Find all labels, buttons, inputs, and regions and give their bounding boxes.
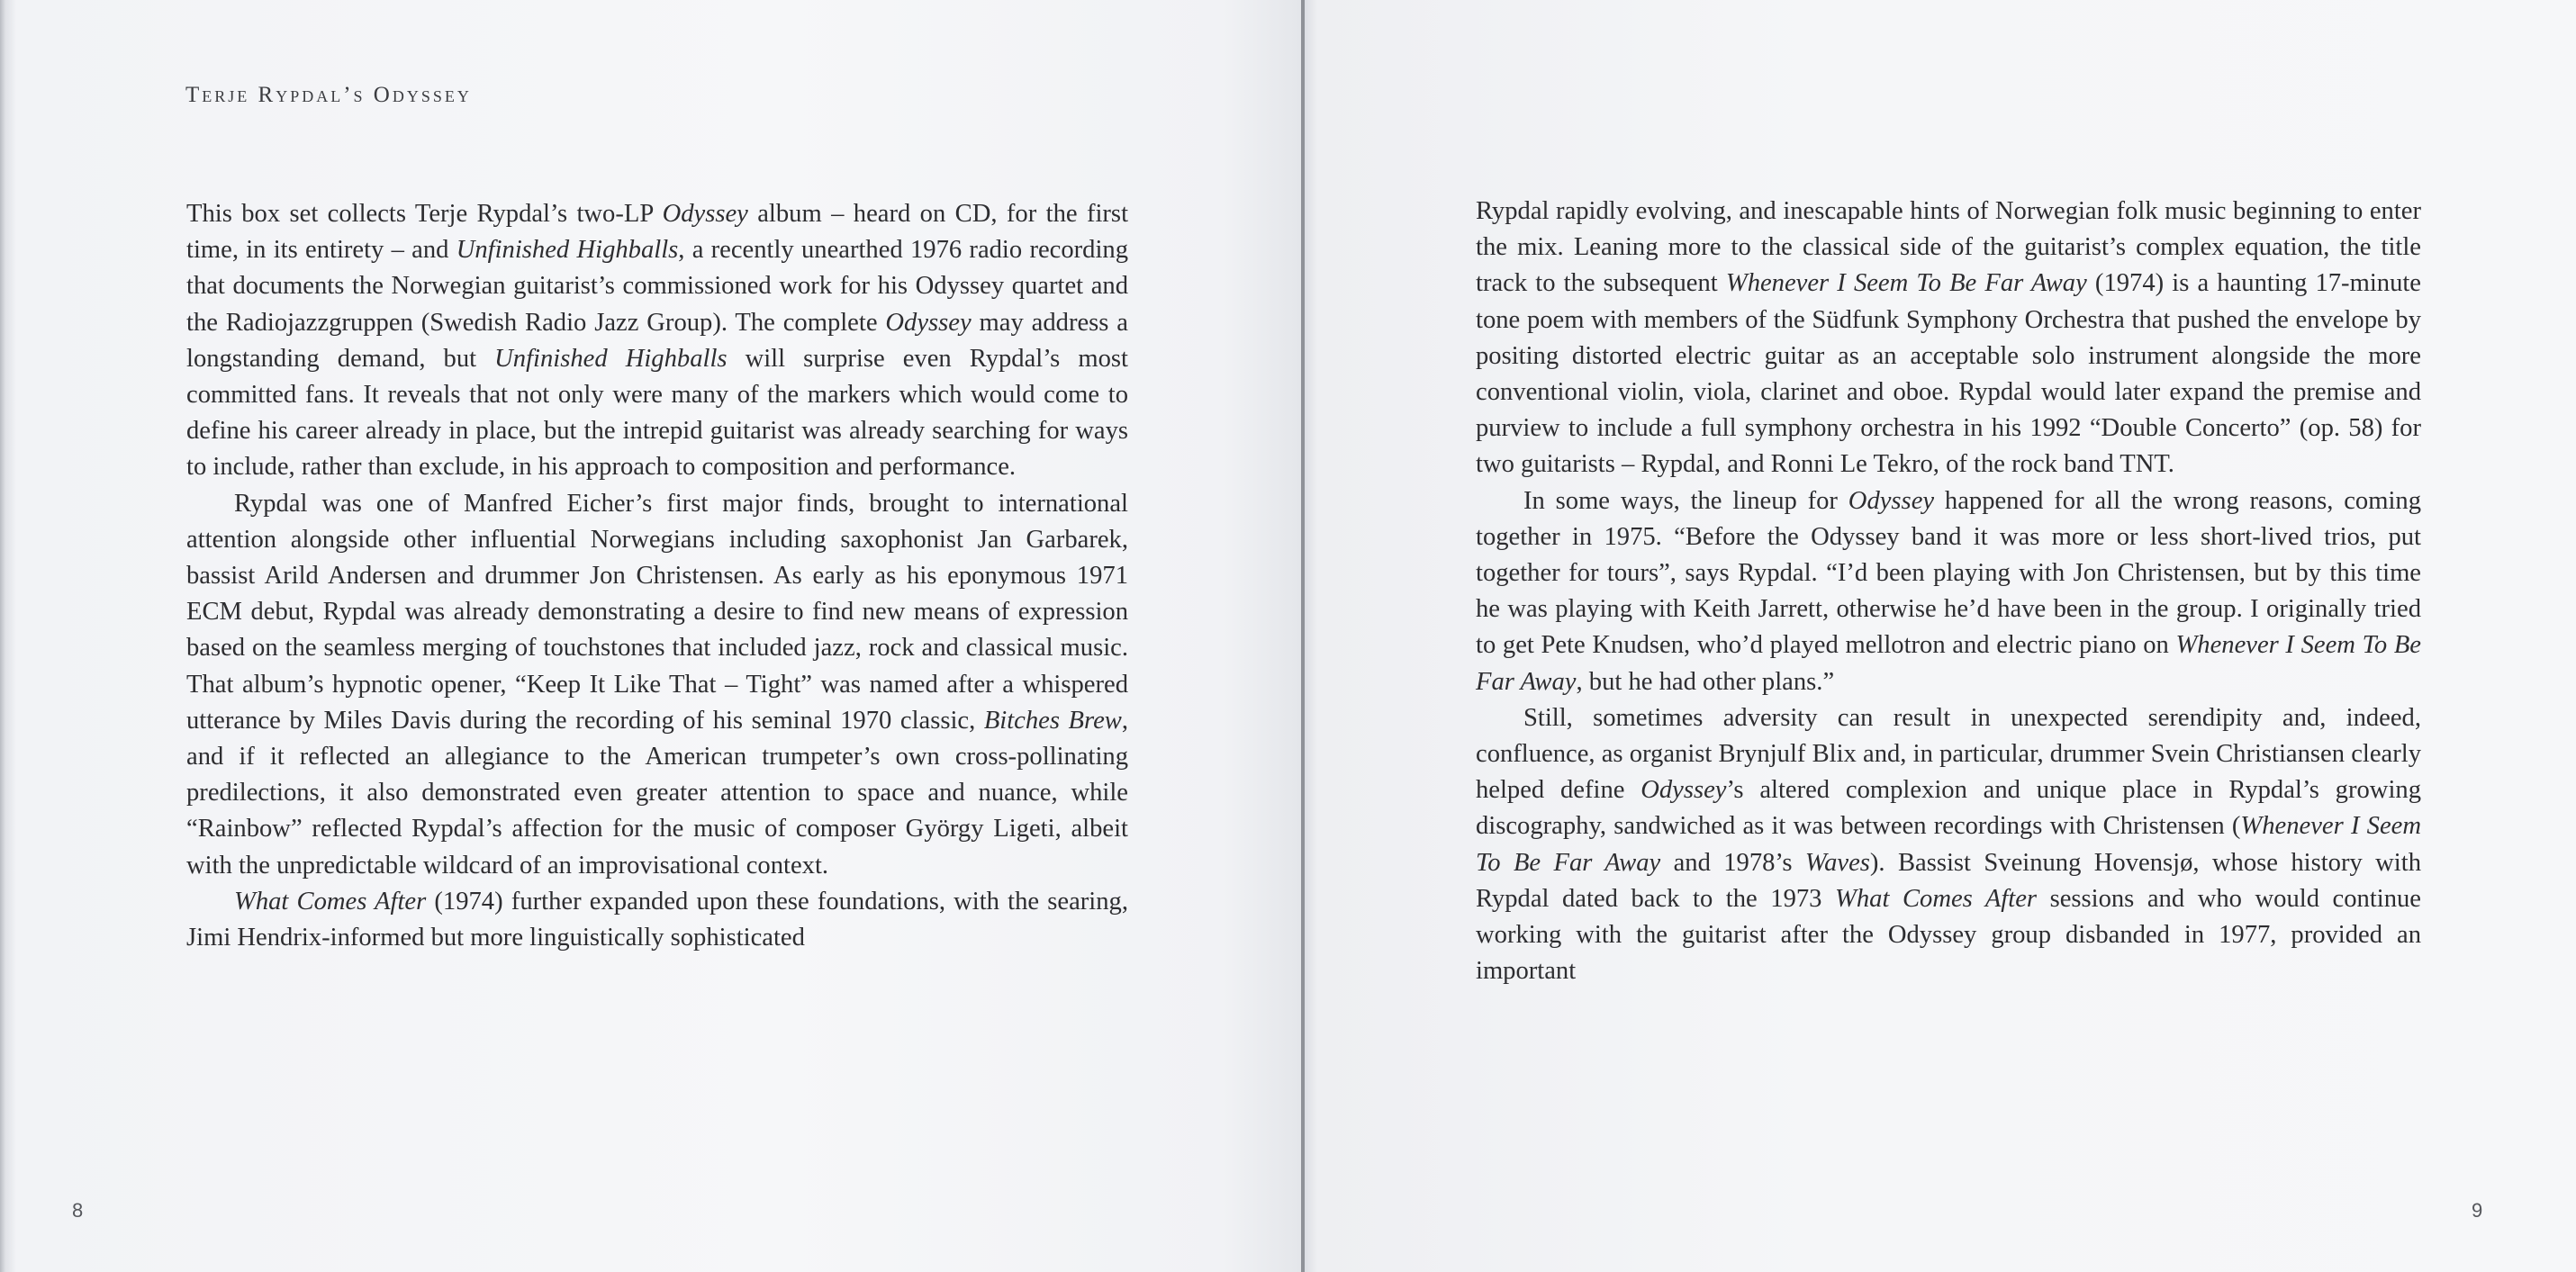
text-run: album – heard on CD, for the first time, in its entirety – and — [186, 200, 1129, 265]
italic-title-run: Bitches Brew — [983, 706, 1122, 735]
italic-title-run: Odyssey — [1641, 776, 1727, 805]
page-number: 9 — [2472, 1199, 2483, 1222]
page-number: 8 — [72, 1199, 84, 1222]
italic-title-run: Odyssey — [1848, 486, 1935, 515]
text-run: happened for all the wrong reasons, coming together in 1975. “Before the Odyssey band it was more or less short-lived trios, put together for tours”, says Rypdal. “I’d been playing with Jon Christensen, but by this time he was playing with Keith Jarrett, otherwise he’d have been in the group. I originally tried to get Pete Knudsen, who’d played mellotron and electric piano on — [1476, 486, 2421, 660]
right-page — [1305, 0, 2576, 1272]
left-text-column — [186, 196, 1128, 956]
text-run: , and if it reflected an allegiance to the American trumpeter’s own cross-pollinating predilections, it also demonstrated even greater attention to space and nuance, while “Rainbow” reflected Rypdal’s affection for the music of composer György Ligeti, albeit with the unpredictable wildcard of an improvisational context. — [186, 706, 1128, 880]
italic-title-run: Unfinished Highballs — [494, 344, 728, 373]
text-run: Rypdal was one of Manfred Eicher’s first major finds, brought to international attention alongside other influential Norwegians including saxophonist Jan Garbarek, bassist Arild Andersen and drummer Jon Christensen. As early as his eponymous 1971 ECM debut, Rypdal was already demonstrating a desire to find new means of expression based on the seamless merging of touchstones that included jazz, rock and classical music. That album’s hypnotic opener, “Keep It Like That – Tight” was named after a whispered utterance by Miles Davis during the recording of his seminal 1970 classic, — [186, 489, 1128, 735]
text-run: will surprise even Rypdal’s most committed fans. It reveals that not only were many of the markers which would come to define his career already in place, but the intrepid guitarist was already searching for ways to include, rather than exclude, in his approach to composition and performance. — [186, 344, 1128, 482]
text-run: , but he had other plans.” — [1576, 667, 1835, 696]
body-paragraph — [186, 486, 1128, 884]
text-run: (1974) further expanded upon these foundations, with the searing, Jimi Hendrix-informed but more linguistically sophisticated — [186, 887, 1128, 952]
text-run: and 1978’s — [1660, 848, 1805, 877]
italic-title-run: Odyssey — [885, 308, 972, 337]
italic-title-run: What Comes After — [234, 887, 427, 916]
body-paragraph — [186, 884, 1128, 956]
text-run: ). Bassist Sveinung Hovensjø, whose history with Rypdal dated back to the 1973 — [1476, 848, 2421, 913]
body-paragraph — [1476, 194, 2421, 483]
text-run: , a recently unearthed 1976 radio recording that documents the Norwegian guitarist’s commissioned work for his Odyssey quartet and the Radiojazzgruppen (Swedish Radio Jazz Group). The complete — [186, 236, 1128, 337]
italic-title-run: Waves — [1804, 848, 1870, 877]
text-run: ’s altered complexion and unique place in Rypdal’s growing discography, sandwiched as it was between recordings with Christensen ( — [1476, 776, 2421, 841]
text-run: Still, sometimes adversity can result in unexpected serendipity and, indeed, confluence, as organist Brynjulf Blix and, in particular, drummer Svein Christiansen clearly helped define — [1476, 703, 2421, 805]
italic-title-run: Whenever I Seem To Be Far Away — [1725, 269, 2087, 298]
body-paragraph — [1476, 700, 2421, 990]
text-run: In some ways, the lineup for — [1523, 486, 1848, 515]
running-head: Terje Rypdal’s Odyssey — [185, 83, 472, 107]
text-run: sessions and who would continue working with the guitarist after the Odyssey group disbanded in 1977, provided an important — [1476, 884, 2421, 986]
italic-title-run: What Comes After — [1835, 884, 2038, 913]
text-run: (1974) is a haunting 17-minute tone poem with members of the Südfunk Symphony Orchestra that pushed the envelope by positing distorted electric guitar as an acceptable solo instrument alongside the more conventional violin, viola, clarinet and oboe. Rypdal would later expand the premise and purview to include a full symphony orchestra in his 1992 “Double Concerto” (op. 58) for two guitarists – Rypdal, and Ronni Le Tekro, of the rock band TNT. — [1476, 269, 2421, 479]
italic-title-run: Odyssey — [662, 200, 748, 228]
body-paragraph — [1476, 483, 2421, 700]
italic-title-run: Unfinished Highballs — [456, 236, 679, 265]
text-run: may address a longstanding demand, but — [186, 308, 1128, 373]
body-paragraph — [186, 196, 1128, 486]
italic-title-run: Whenever I Seem To Be Far Away — [1476, 812, 2421, 877]
right-text-column — [1476, 194, 2421, 989]
italic-title-run: Whenever I Seem To Be Far Away — [1476, 631, 2421, 696]
text-run: This box set collects Terje Rypdal’s two-LP — [186, 200, 663, 228]
text-run: Rypdal rapidly evolving, and inescapable hints of Norwegian folk music beginning to enter the mix. Leaning more to the classical side of the guitarist’s complex equation, the title track to the subsequent — [1476, 197, 2421, 298]
